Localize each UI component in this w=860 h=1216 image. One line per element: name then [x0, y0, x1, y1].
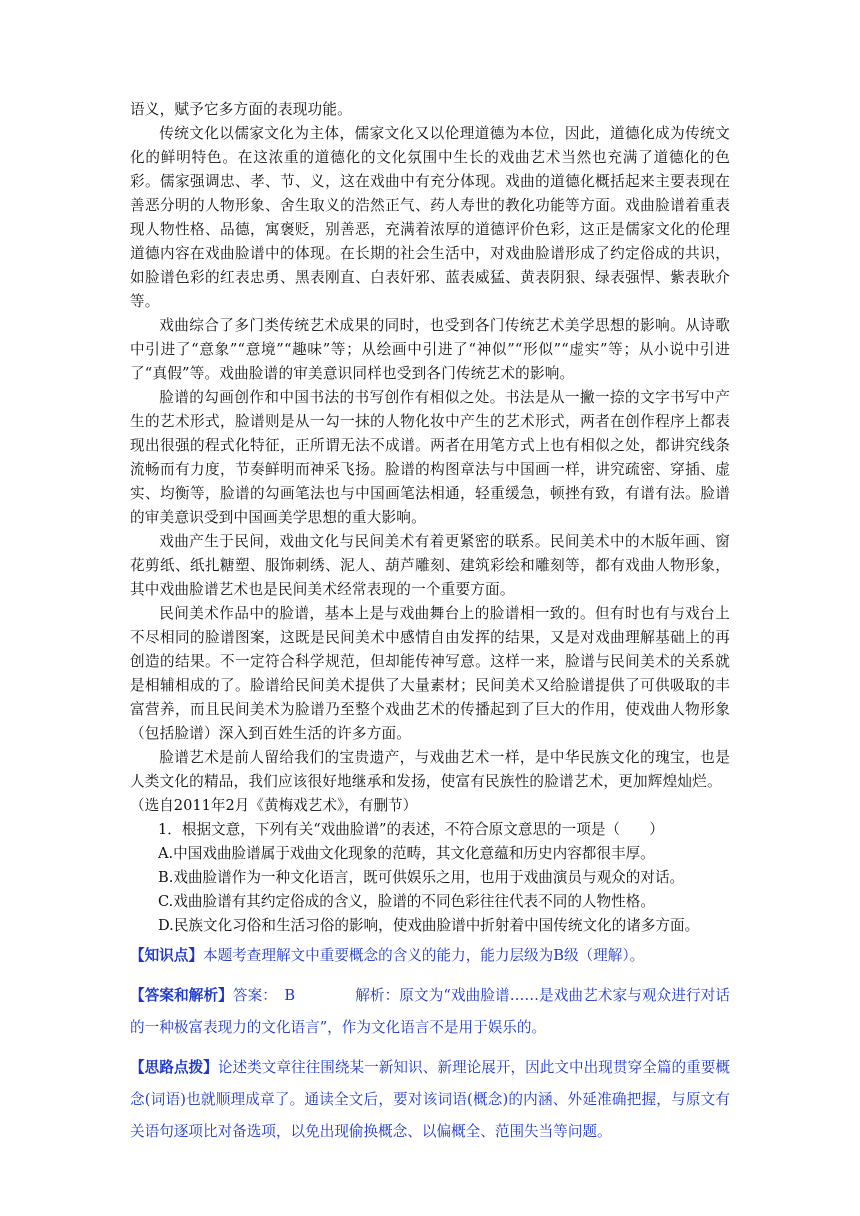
document-body — [130, 98, 730, 1148]
answer-tag: 【答案和解析】 — [130, 987, 233, 1004]
option-a: A.中国戏曲脸谱属于戏曲文化现象的范畴，其文化意蕴和历史内容都很丰厚。 — [158, 845, 655, 862]
tips — [130, 1052, 730, 1148]
paragraph-conclusion: 脸谱艺术是前人留给我们的宝贵遗产，与戏曲艺术一样，是中华民族文化的瑰宝，也是人类文化的精品，我们应该很好地继承和发扬，使富有民族性的脸谱艺术，更加辉煌灿烂。 — [130, 749, 730, 790]
tips-text: 论述类文章往往围绕某一新知识、新理论展开，因此文中出现贯穿全篇的重要概念(词语)也就顺理成章了。通读全文后，要对该词语(概念)的内涵、外延准确把握，与原文有关语句逐项比对备选项，以免出现偷换概念、以偏概全、范围失当等问题。 — [130, 1059, 730, 1140]
knowledge-tag: 【知识点】 — [130, 947, 203, 964]
paragraph-aesthetics: 戏曲综合了多门类传统艺术成果的同时，也受到各门传统艺术美学思想的影响。从诗歌中引进了“意象”“意境”“趣味”等；从绘画中引进了“神似”“形似”“虚实”等；从小说中引进了“真假”等。戏曲脸谱的审美意识同样也受到各门传统艺术的影响。 — [130, 317, 730, 382]
option-d: D.民族文化习俗和生活习俗的影响，使戏曲脸谱中折射着中国传统文化的诸多方面。 — [158, 917, 700, 934]
knowledge-text: 本题考查理解文中重要概念的含义的能力，能力层级为B级（理解）。 — [202, 947, 645, 964]
option-c: C.戏曲脸谱有其约定俗成的含义，脸谱的不同色彩往往代表不同的人物性格。 — [158, 893, 655, 910]
answer-text: 答案： B — [232, 987, 296, 1004]
explain-text: 解析：原文为“戏曲脸谱……是戏曲艺术家与观众进行对话的一种极富表现力的文化语言”，作为文化语言不是用于娱乐的。 — [130, 987, 730, 1036]
answer-analysis — [130, 980, 730, 1044]
paragraph-morality: 传统文化以儒家文化为主体，儒家文化又以伦理道德为本位，因此，道德化成为传统文化的鲜明特色。在这浓重的道德化的文化氛围中生长的戏曲艺术当然也充满了道德化的色彩。儒家强调忠、孝、节、义，这在戏曲中有充分体现。戏曲的道德化概括起来主要表现在善恶分明的人物形象、舍生取义的浩然正气、药人寿世的教化功能等方面。戏曲脸谱着重表现人物性格、品德，寓褒贬，别善恶，充满着浓厚的道德评价色彩，这正是儒家文化的伦理道德内容在戏曲脸谱中的体现。在长期的社会生活中，对戏曲脸谱形成了约定俗成的共识，如脸谱色彩的红表忠勇、黑表刚直、白表奸邪、蓝表威猛、黄表阴狠、绿表强悍、紫表耿介等。 — [130, 125, 730, 310]
paragraph-folk-facial-makeup: 民间美术作品中的脸谱，基本上是与戏曲舞台上的脸谱相一致的。但有时也有与戏台上不尽相同的脸谱图案，这既是民间美术中感情自由发挥的结果，又是对戏曲理解基础上的再创造的结果。不一定符合科学规范，但却能传神写意。这样一来，脸谱与民间美术的关系就是相辅相成的了。脸谱给民间美术提供了大量素材；民间美术又给脸谱提供了可供吸取的丰富营养，而且民间美术为脸谱乃至整个戏曲艺术的传播起到了巨大的作用，使戏曲人物形象（包括脸谱）深入到百姓生活的许多方面。 — [130, 605, 730, 742]
option-b: B.戏曲脸谱作为一种文化语言，既可供娱乐之用，也用于戏曲演员与观众的对话。 — [158, 869, 685, 886]
paragraph-continuation: 语义，赋予它多方面的表现功能。 — [130, 101, 352, 118]
source-note: （选自2011年2月《黄梅戏艺术》，有删节） — [130, 797, 418, 814]
question-stem: 1．根据文意，下列有关“戏曲脸谱”的表述，不符合原文意思的一项是（ ） — [158, 821, 664, 838]
paragraph-folk-art: 戏曲产生于民间，戏曲文化与民间美术有着更紧密的联系。民间美术中的木版年画、窗花剪纸、纸扎糖塑、服饰刺绣、泥人、葫芦雕刻、建筑彩绘和雕刻等，都有戏曲人物形象，其中戏曲脸谱艺术也是民间美术经常表现的一个重要方面。 — [130, 533, 730, 598]
paragraph-calligraphy: 脸谱的勾画创作和中国书法的书写创作有相似之处。书法是从一撇一捺的文字书写中产生的艺术形式，脸谱则是从一勾一抹的人物化妆中产生的艺术形式，两者在创作程序上都表现出很强的程式化特征，正所谓无法不成谱。两者在用笔方式上也有相似之处，都讲究线条流畅而有力度，节奏鲜明而神采飞扬。脸谱的构图章法与中国画一样，讲究疏密、穿插、虚实、均衡等，脸谱的勾画笔法也与中国画笔法相通，轻重缓急，顿挫有致，有谱有法。脸谱的审美意识受到中国画美学思想的重大影响。 — [130, 389, 730, 526]
knowledge-point — [130, 940, 730, 972]
tips-tag: 【思路点拨】 — [130, 1059, 218, 1076]
